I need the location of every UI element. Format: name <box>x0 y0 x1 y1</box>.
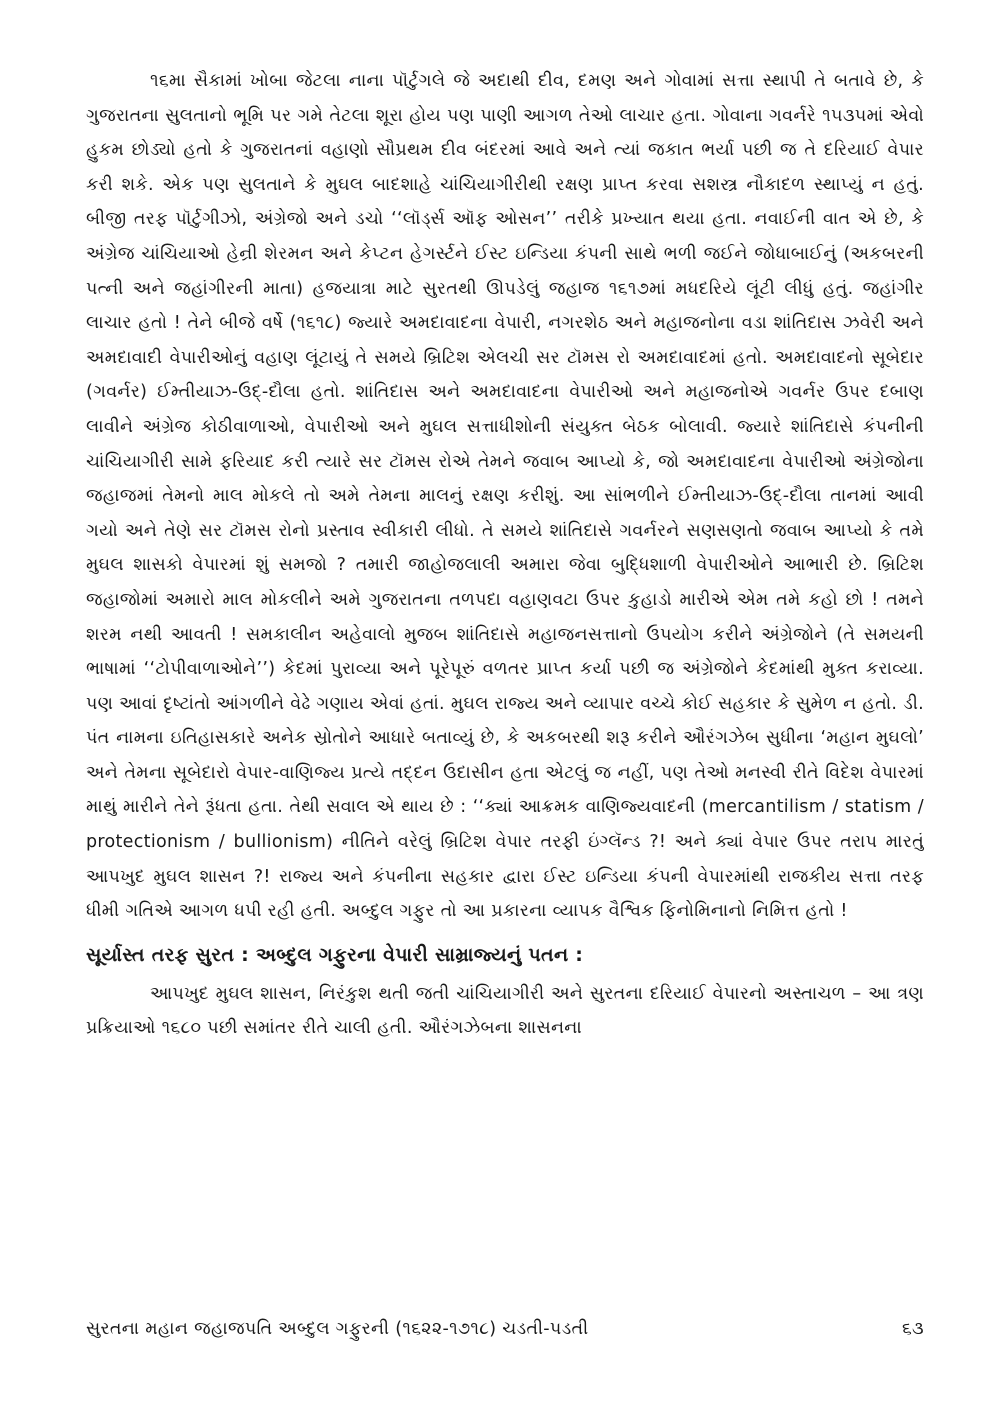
body-paragraph-1: ૧૬મા સૈકામાં ખોબા જેટલા નાના પૉર્ટુગલે જે અદાથી દીવ, દમણ અને ગોવામાં સત્તા સ્થાપી તે બતાવે છે, કે ગુજરાતના સુલતાનો ભૂમિ પર ગમે તેટલા શૂરા હોય પણ પાણી આગળ તેઓ લાચાર હતા. ગોવાના ગવર્નરે ૧૫૩૫માં એવો હુકમ છોડ્યો હતો કે ગુજરાતનાં વહાણો સૌપ્રથમ દીવ બંદરમાં આવે અને ત્યાં જકાત ભર્યા પછી જ તે દરિયાઈ વેપાર કરી શકે. એક પણ સુલતાને કે મુઘલ બાદશાહે ચાંચિયાગીરીથી રક્ષણ પ્રાપ્ત કરવા સશસ્ત્ર નૌકાદળ સ્થાપ્યું ન હતું. બીજી તરફ પૉર્ટુગીઝો, અંગ્રેજો અને ડચો ‘‘લૉર્ડ્સ ઑફ ઓસન’’ તરીકે પ્રખ્યાત થયા હતા. નવાઈની વાત એ છે, કે અંગ્રેજ ચાંચિયાઓ હેન્રી શેરમન અને કેપ્ટન હેગર્સ્ટને ઈસ્ટ ઇન્ડિયા કંપની સાથે ભળી જઈને જોધાબાઈનું (અકબરની પત્ની અને જહાંગીરની માતા) હજયાત્રા માટે સુરતથી ઊપડેલું જહાજ ૧૬૧૭માં મધદરિયે લૂંટી લીધું હતું. જહાંગીર લાચાર હતો ! તેને બીજે વર્ષે (૧૬૧૮) જ્યારે અમદાવાદના વેપારી, નગરશેઠ અને મહાજનોના વડા શાંતિદાસ ઝવેરી અને અમદાવાદી વેપારીઓનું વહાણ લૂંટાયું તે સમયે બ્રિટિશ એલચી સર ટૉમસ રો અમદાવાદમાં હતો. અમદાવાદનો સૂબેદાર (ગવર્નર) ઈમ્તીયાઝ-ઉદ્-દૌલા હતો. શાંતિદાસ અને અમદાવાદના વેપારીઓ અને મહાજનોએ ગવર્નર ઉપર દબાણ લાવીને અંગ્રેજ કોઠીવાળાઓ, વેપારીઓ અને મુઘલ સત્તાધીશોની સંયુક્ત બેઠક બોલાવી. જ્યારે શાંતિદાસે કંપનીની ચાંચિયાગીરી સામે ફરિયાદ કરી ત્યારે સર ટૉમસ રોએ તેમને જવાબ આપ્યો કે, જો અમદાવાદના વેપારીઓ અંગ્રેજોના જહાજમાં તેમનો માલ મોકલે તો અમે તેમના માલનું રક્ષણ કરીશું. આ સાંભળીને ઈમ્તીયાઝ-ઉદ્-દૌલા તાનમાં આવી ગયો અને તેણે સર ટૉમસ રોનો પ્રસ્તાવ સ્વીકારી લીધો. તે સમયે શાંતિદાસે ગવર્નરને સણસણતો જવાબ આપ્યો કે તમે મુઘલ શાસકો વેપારમાં શું સમજો ? તમારી જાહોજલાલી અમારા જેવા બુદ્ધિશાળી વેપારીઓને આભારી છે. બ્રિટિશ જહાજોમાં અમારો માલ મોકલીને અમે ગુજરાતના તળપદા વહાણવટા ઉપર કુહાડો મારીએ એમ તમે કહો છો ! તમને શરમ નથી આવતી ! સમકાલીન અહેવાલો મુજબ શાંતિદાસે મહાજનસત્તાનો ઉપયોગ કરીને અંગ્રેજોને (તે સમયની ભાષામાં ‘‘ટોપીવાળાઓને’’) કેદમાં પુરાવ્યા અને પૂરેપૂરું વળતર પ્રાપ્ત કર્યા પછી જ અંગ્રેજોને કેદમાંથી મુક્ત કરાવ્યા. પણ આવાં દૃષ્ટાંતો આંગળીને વેઢે ગણાય એવાં હતાં. મુઘલ રાજ્ય અને વ્યાપાર વચ્ચે કોઈ સહકાર કે સુમેળ ન હતો. ડી. પંત નામના ઇતિહાસકારે અનેક સ્રોતોને આધારે બતાવ્યું છે, કે અકબરથી શરૂ કરીને ઔરંગઝેબ સુધીના ‘મહાન મુઘલો’ અને તેમના સૂબેદારો વેપાર-વાણિજ્ય પ્રત્યે તદ્દન ઉદાસીન હતા એટલું જ નહીં, પણ તેઓ મનસ્વી રીતે વિદેશ વેપારમાં માથું મારીને તેને રૂંધતા હતા. તેથી સવાલ એ થાય છે : ‘‘ક્યાં આક્રમક વાણિજ્યવાદની (mercantilism / statism / protectionism / bullionism) નીતિને વરેલું બ્રિટિશ વેપાર તરફી ઇંગ્લૅન્ડ ?! અને ક્યાં વેપાર ઉપર તરાપ મારતું આપખુદ મુઘલ શાસન ?! રાજ્ય અને કંપનીના સહકાર દ્વારા ઈસ્ટ ઇન્ડિયા કંપની વેપારમાંથી રાજકીય સત્તા તરફ ધીમી ગતિએ આગળ ધપી રહી હતી. અબ્દુલ ગફુર તો આ પ્રકારના વ્યાપક વૈશ્વિક ફિનોમિનાનો નિમિત્ત હતો ! <box>86 71 924 922</box>
page-body <box>86 64 924 1046</box>
page-footer <box>86 1314 924 1344</box>
section-heading: સૂર્યાસ્ત તરફ સુરત : અબ્દુલ ગફુરના વેપારી સામ્રાજ્યનું પતન : <box>86 943 584 966</box>
page-number: ૬૩ <box>901 1319 924 1339</box>
running-title: સુરતના મહાન જહાજપતિ અબ્દુલ ગફુરની (૧૬૨૨-૧૭૧૮) ચડતી-પડતી <box>86 1319 589 1339</box>
body-paragraph-2: આપખુદ મુઘલ શાસન, નિરંકુશ થતી જતી ચાંચિયાગીરી અને સુરતના દરિયાઈ વેપારનો અસ્તાચળ – આ ત્રણ પ્રક્રિયાઓ ૧૬૮૦ પછી સમાંતર રીતે ચાલી હતી. ઔરંગઝેબના શાસનના <box>86 983 924 1039</box>
